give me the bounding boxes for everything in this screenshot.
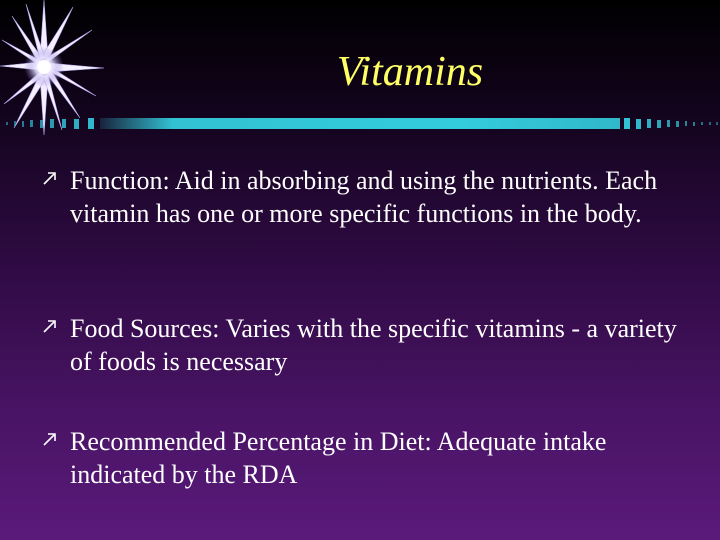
slide-title: Vitamins — [336, 49, 484, 95]
bullet-text: Function: Aid in absorbing and using the nutrients. Each vitamin has one or more specific functions in the body. — [70, 166, 658, 228]
diagonal-arrow-icon — [40, 168, 60, 188]
bullet-text: Food Sources: Varies with the specific vitamins - a variety of foods is necessary — [70, 314, 677, 376]
bullet-text: Recommended Percentage in Diet: Adequate intake indicated by the RDA — [70, 427, 607, 489]
diagonal-arrow-icon — [40, 316, 60, 336]
diagonal-arrow-icon — [40, 429, 60, 449]
